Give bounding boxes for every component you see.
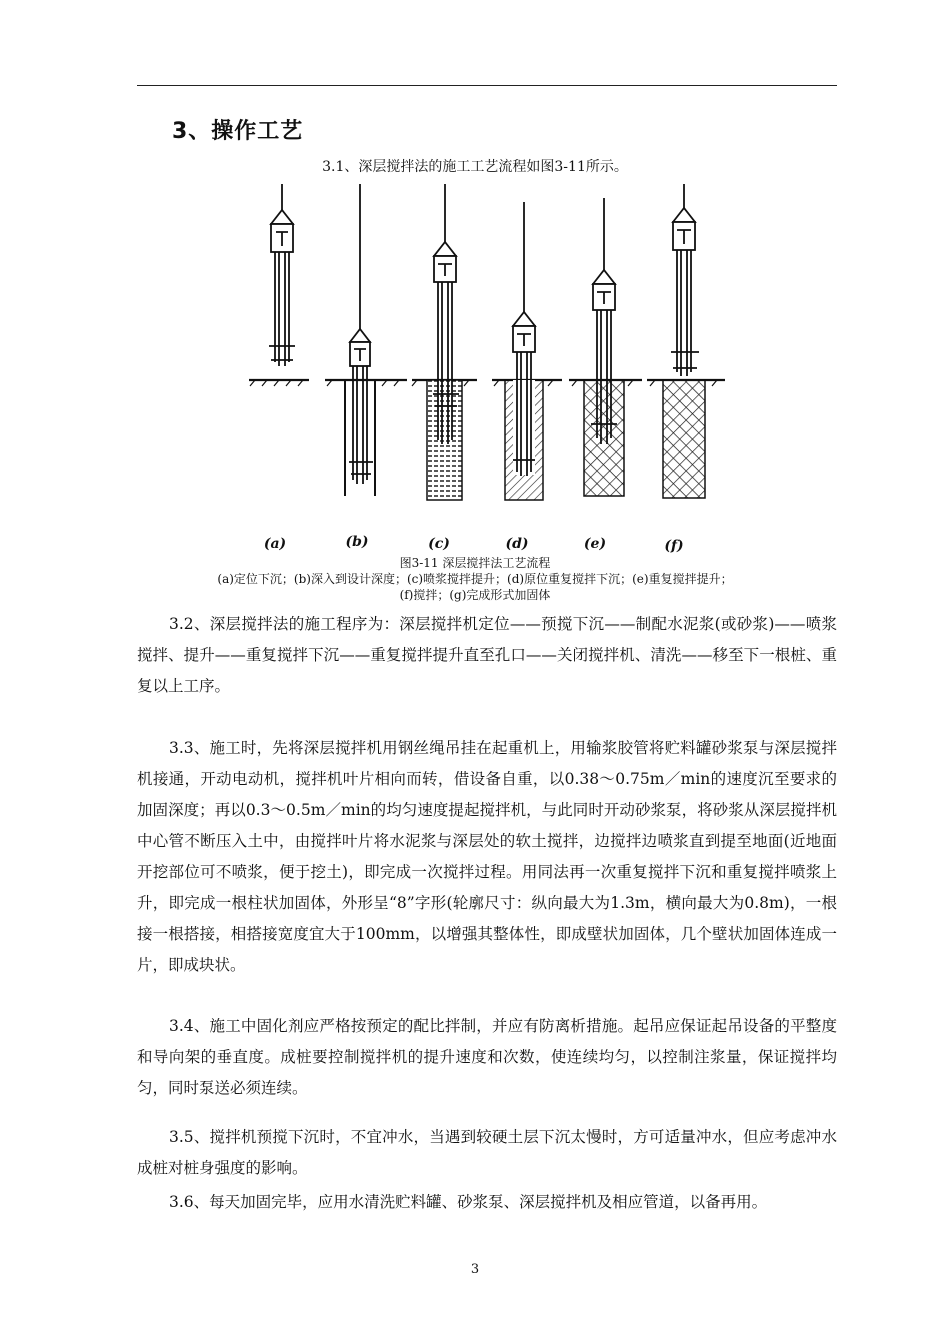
panel-label-c: (c) bbox=[428, 536, 450, 552]
panel-e-column bbox=[584, 380, 624, 496]
mixer-rig-b bbox=[349, 184, 373, 484]
intro-line: 3.1、深层搅拌法的施工工艺流程如图3-11所示。 bbox=[322, 159, 628, 175]
panel-label-a: (a) bbox=[263, 536, 287, 552]
ground-hatching bbox=[250, 380, 717, 386]
figure-caption-title: 图3-11 深层搅拌法工艺流程 bbox=[399, 556, 551, 570]
paragraph-3-5: 3.5、搅拌机预搅下沉时，不宜冲水，当遇到较硬土层下沉太慢时，方可适量冲水，但应考虑冲水成桩对桩身强度的影响。 bbox=[137, 1128, 837, 1177]
panel-label-d: (d) bbox=[505, 536, 529, 552]
panel-label-f: (f) bbox=[664, 538, 684, 554]
panel-b-hole bbox=[345, 380, 375, 496]
mixer-rig-f bbox=[671, 184, 699, 376]
header-rule bbox=[137, 85, 837, 86]
process-figure bbox=[247, 184, 732, 554]
figure-caption-line-2: (f)搅拌；(g)完成形式加固体 bbox=[399, 588, 551, 602]
paragraph-3-4: 3.4、施工中固化剂应严格按预定的配比拌制，并应有防离析措施。起吊应保证起吊设备的平整度和导向架的垂直度。成桩要控制搅拌机的提升速度和次数，使连续均匀，以控制注浆量，保证搅拌均匀，同时泵送必须连续。 bbox=[137, 1017, 837, 1097]
mixer-rig-a bbox=[269, 184, 295, 366]
panel-c-column bbox=[427, 380, 462, 500]
panel-label-e: (e) bbox=[583, 536, 607, 552]
panel-f-column bbox=[663, 380, 705, 498]
paragraph-3-3: 3.3、施工时，先将深层搅拌机用钢丝绳吊挂在起重机上，用输浆胶管将贮料罐砂浆泵与深层搅拌机接通，开动电动机，搅拌机叶片相向而转，借设备自重，以0.38～0.75m／min的速度沉至要求的加固深度；再以0.3～0.5m／min的均匀速度提起搅拌机，与此同时开动砂浆泵，将砂浆从深层搅拌机中心管不断压入土中，由搅拌叶片将水泥浆与深层处的软土搅拌，边搅拌边喷浆直到提至地面(近地面开挖部位可不喷浆，便于挖土)，即完成一次搅拌过程。用同法再一次重复搅拌下沉和重复搅拌喷浆上升，即完成一根柱状加固体，外形呈“8”字形(轮廓尺寸：纵向最大为1.3m，横向最大为0.8m)，一根接一根搭接，相搭接宽度宜大于100mm，以增强其整体性，即成壁状加固体，几个壁状加固体连成一片，即成块状。 bbox=[137, 739, 837, 974]
figure-caption-line-1: (a)定位下沉；(b)深入到设计深度；(c)喷浆搅拌提升；(d)原位重复搅拌下沉；(e)重复搅拌提升； bbox=[217, 572, 733, 586]
page-number: 3 bbox=[470, 1262, 480, 1277]
paragraph-3-2: 3.2、深层搅拌法的施工程序为：深层搅拌机定位——预搅下沉——制配水泥浆(或砂浆)——喷浆搅拌、提升——重复搅拌下沉——重复搅拌提升直至孔口——关闭搅拌机、清洗——移至下一根桩、重复以上工序。 bbox=[137, 615, 837, 695]
section-heading: 3、操作工艺 bbox=[172, 119, 304, 144]
panel-label-b: (b) bbox=[345, 534, 369, 550]
paragraph-3-6: 3.6、每天加固完毕，应用水清洗贮料罐、砂浆泵、深层搅拌机及相应管道，以备再用。 bbox=[169, 1193, 768, 1211]
